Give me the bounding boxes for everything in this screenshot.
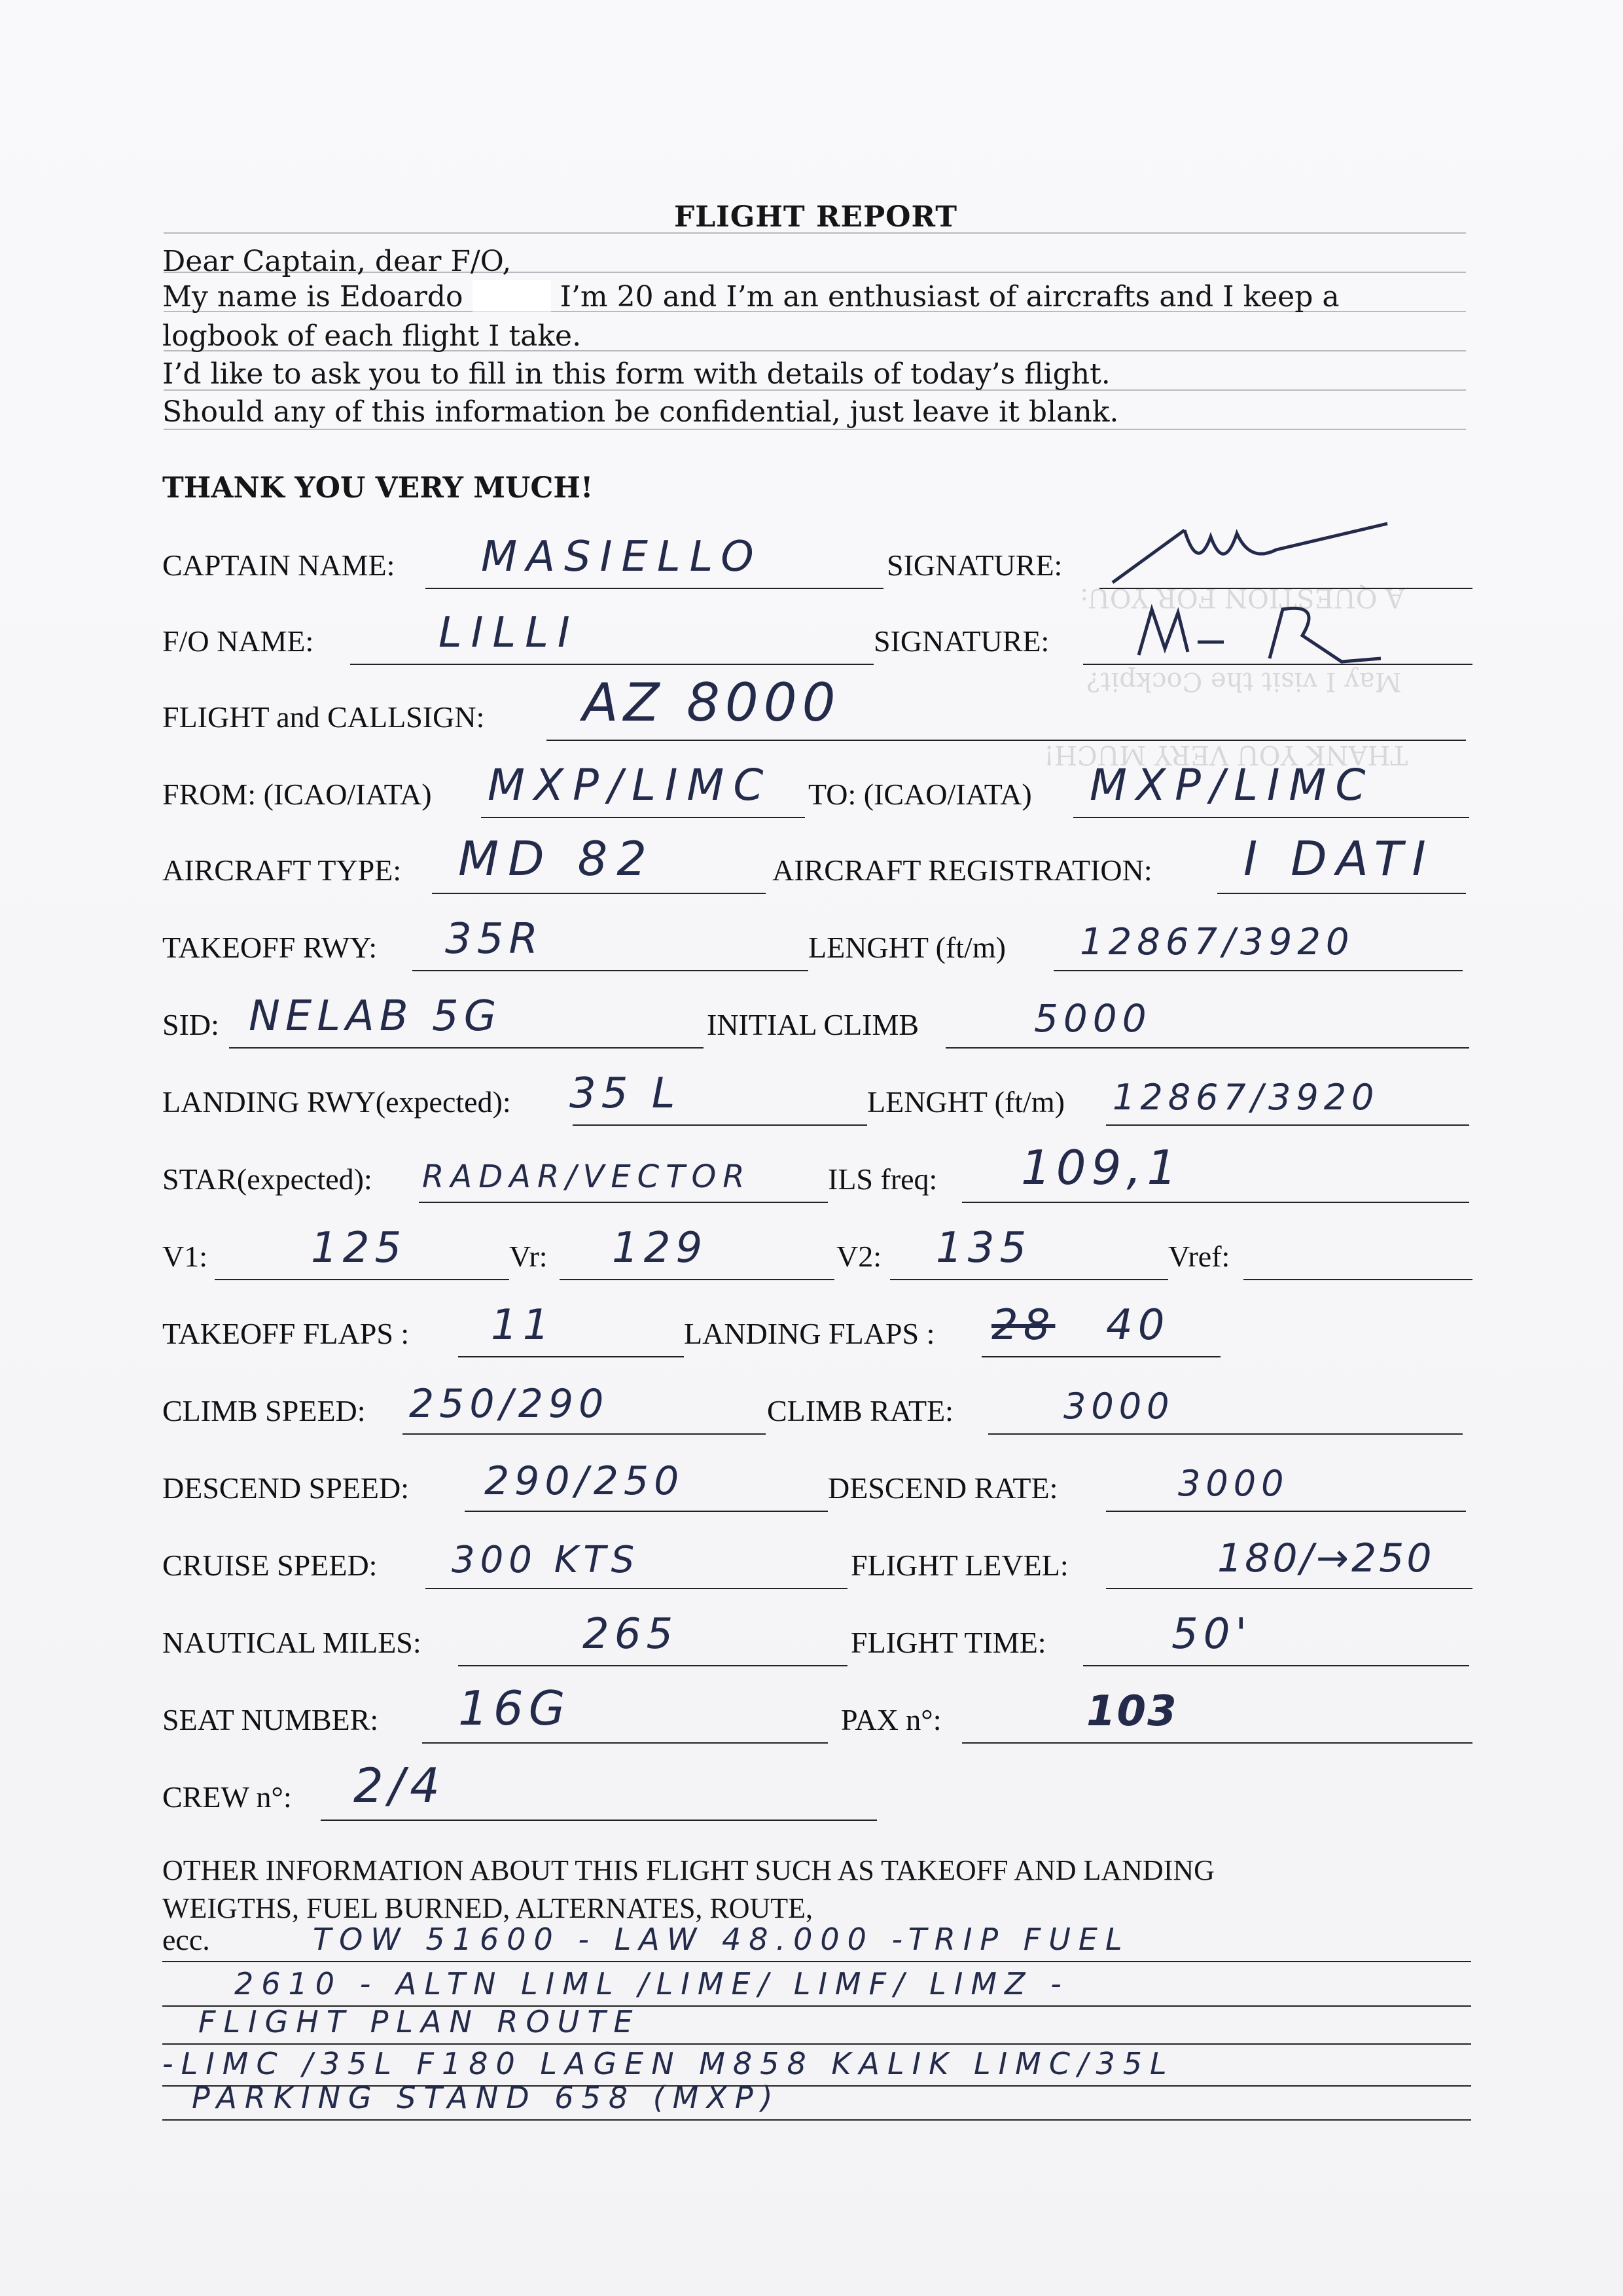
intro-enthusiast: I’m 20 and I’m an enthusiast of aircrafts and I keep a: [560, 280, 1340, 314]
landing-rwy-value[interactable]: 35 L: [569, 1069, 681, 1118]
intro-greeting: Dear Captain, dear F/O,: [162, 245, 512, 278]
v1-value[interactable]: 125: [311, 1224, 407, 1272]
flight-callsign-label: FLIGHT and CALLSIGN:: [162, 700, 485, 734]
flight-time-line: [1083, 1665, 1469, 1666]
vr-value[interactable]: 129: [612, 1224, 708, 1272]
length2-value[interactable]: 12867/3920: [1113, 1077, 1380, 1118]
descend-speed-line: [465, 1511, 828, 1512]
cruise-speed-line: [425, 1588, 847, 1589]
ils-value[interactable]: 109,1: [1021, 1140, 1183, 1195]
other-info-text-4[interactable]: -LIMC /35L F180 LAGEN M858 KALIK LIMC/35L: [162, 2046, 1175, 2081]
takeoff-flaps-label: TAKEOFF FLAPS :: [162, 1317, 410, 1350]
takeoff-rwy-row: [0, 915, 1623, 971]
descend-speed-label: DESCEND SPEED:: [162, 1471, 409, 1505]
aircraft-reg-value[interactable]: I DATI: [1243, 831, 1435, 886]
takeoff-flaps-value[interactable]: 11: [491, 1301, 555, 1350]
intro-name-line: [162, 280, 1340, 314]
crew-value[interactable]: 2/4: [353, 1758, 445, 1813]
initial-climb-value[interactable]: 5000: [1034, 996, 1152, 1041]
vr-line: [560, 1279, 834, 1280]
v1-label: V1:: [162, 1240, 207, 1273]
length1-line: [1054, 970, 1463, 971]
takeoff-rwy-label: TAKEOFF RWY:: [162, 931, 378, 964]
showthrough-text: May I visit the Cockpit?: [1086, 666, 1402, 696]
nautical-miles-line: [458, 1665, 847, 1666]
climb-speed-value[interactable]: 250/290: [409, 1381, 609, 1427]
takeoff-flaps-line: [458, 1356, 684, 1357]
vr-label: Vr:: [509, 1240, 548, 1273]
to-value[interactable]: MXP/LIMC: [1090, 760, 1375, 810]
v2-value[interactable]: 135: [936, 1224, 1032, 1272]
seat-number-line: [422, 1742, 828, 1744]
to-line: [1073, 817, 1469, 818]
descend-speed-value[interactable]: 290/250: [484, 1458, 685, 1504]
descend-rate-line: [1106, 1511, 1466, 1512]
cruise-speed-value[interactable]: 300 KTS: [452, 1539, 640, 1581]
landing-flaps-value[interactable]: 40: [1106, 1301, 1170, 1350]
showthrough-text: A QUESTION FOR YOU:: [1080, 583, 1405, 613]
flight-time-label: FLIGHT TIME:: [851, 1626, 1046, 1659]
aircraft-type-label: AIRCRAFT TYPE:: [162, 853, 402, 887]
thanks-heading: THANK YOU VERY MUCH!: [162, 471, 594, 505]
landing-rwy-row: [0, 1069, 1623, 1126]
crew-line: [321, 1820, 877, 1821]
flaps-row: [0, 1301, 1623, 1357]
vref-line[interactable]: [1243, 1279, 1472, 1280]
vref-label: Vref:: [1168, 1240, 1230, 1273]
page-title: FLIGHT REPORT: [674, 200, 958, 234]
ils-line: [962, 1202, 1469, 1203]
flight-callsign-value[interactable]: AZ 8000: [582, 672, 841, 733]
aircraft-type-line: [432, 893, 766, 894]
ruled-line: [164, 429, 1466, 430]
length2-label: LENGHT (ft/m): [867, 1085, 1065, 1119]
from-value[interactable]: MXP/LIMC: [488, 760, 773, 810]
other-info-ecc-label: ecc.: [162, 1923, 210, 1956]
fo-signature-mark: [1126, 596, 1387, 668]
to-label: TO: (ICAO/IATA): [808, 778, 1032, 811]
star-line: [419, 1202, 828, 1203]
climb-speed-label: CLIMB SPEED:: [162, 1394, 366, 1427]
pax-label: PAX n°:: [841, 1703, 942, 1736]
landing-rwy-label: LANDING RWY(expected):: [162, 1085, 511, 1119]
flight-level-label: FLIGHT LEVEL:: [851, 1549, 1069, 1582]
climb-rate-label: CLIMB RATE:: [767, 1394, 954, 1427]
redacted-surname: [473, 280, 551, 312]
other-info-label-1: OTHER INFORMATION ABOUT THIS FLIGHT SUCH AS TAKEOFF AND LANDING: [162, 1854, 1215, 1886]
sid-line: [229, 1047, 704, 1049]
other-info-line-1: [162, 1916, 1471, 1962]
flight-callsign-line: [546, 740, 1466, 741]
fo-name-line: [350, 664, 874, 665]
other-info-line-5: [162, 2075, 1471, 2121]
landing-flaps-line: [982, 1356, 1221, 1357]
captain-signature-mark: [1106, 511, 1394, 589]
v2-label: V2:: [836, 1240, 882, 1273]
aircraft-reg-line: [1217, 893, 1466, 894]
crew-label: CREW n°:: [162, 1780, 292, 1814]
fo-row: [0, 609, 1623, 665]
climb-rate-line: [988, 1433, 1463, 1435]
intro-logbook: logbook of each flight I take.: [162, 319, 582, 353]
star-value[interactable]: RADAR/VECTOR: [422, 1158, 751, 1195]
initial-climb-label: INITIAL CLIMB: [707, 1008, 919, 1041]
captain-name-line: [425, 588, 883, 589]
descend-row: [0, 1458, 1623, 1512]
seat-number-value[interactable]: 16G: [458, 1681, 571, 1736]
pax-line: [962, 1742, 1472, 1744]
descend-rate-label: DESCEND RATE:: [828, 1471, 1058, 1505]
from-label: FROM: (ICAO/IATA): [162, 778, 432, 811]
star-label: STAR(expected):: [162, 1162, 372, 1196]
seat-number-label: SEAT NUMBER:: [162, 1703, 379, 1736]
climb-speed-line: [402, 1433, 766, 1435]
fo-name-value[interactable]: LILLI: [438, 609, 579, 657]
nautical-miles-label: NAUTICAL MILES:: [162, 1626, 421, 1659]
fo-name-label: F/O NAME:: [162, 624, 314, 658]
takeoff-rwy-value[interactable]: 35R: [445, 915, 543, 963]
vspeeds-row: [0, 1224, 1623, 1280]
fo-signature-label: SIGNATURE:: [874, 624, 1050, 658]
length1-label: LENGHT (ft/m): [808, 931, 1006, 964]
intro-request: I’d like to ask you to fill in this form with details of today’s flight.: [162, 357, 1111, 391]
takeoff-rwy-line: [412, 970, 808, 971]
showthrough-text: THANK YOU VERY MUCH!: [1044, 740, 1408, 770]
captain-row: [0, 533, 1623, 589]
v1-line: [215, 1279, 509, 1280]
initial-climb-line: [946, 1047, 1469, 1049]
captain-signature-label: SIGNATURE:: [887, 548, 1063, 582]
cruise-speed-label: CRUISE SPEED:: [162, 1549, 378, 1582]
ils-label: ILS freq:: [828, 1162, 938, 1196]
from-line: [481, 817, 805, 818]
nautical-miles-value[interactable]: 265: [582, 1610, 679, 1659]
landing-rwy-line: [573, 1124, 867, 1126]
other-info-label-2: WEIGTHS, FUEL BURNED, ALTERNATES, ROUTE,: [162, 1892, 813, 1924]
flight-level-value[interactable]: 180/→250: [1217, 1535, 1435, 1581]
flight-time-value[interactable]: 50': [1171, 1610, 1253, 1659]
intro-name: My name is Edoardo: [162, 280, 463, 314]
flight-level-line: [1106, 1588, 1472, 1589]
other-info-text-3[interactable]: FLIGHT PLAN ROUTE: [198, 2004, 641, 2039]
landing-flaps-struck-value: 28: [991, 1301, 1056, 1350]
aircraft-type-value[interactable]: MD 82: [458, 831, 656, 886]
ruled-line: [164, 232, 1466, 234]
climb-rate-value[interactable]: 3000: [1063, 1386, 1175, 1427]
sid-label: SID:: [162, 1008, 219, 1041]
star-row: [0, 1140, 1623, 1203]
v2-line: [890, 1279, 1168, 1280]
intro-confidential: Should any of this information be confidential, just leave it blank.: [162, 395, 1119, 429]
descend-rate-value[interactable]: 3000: [1178, 1463, 1289, 1504]
distance-row: [0, 1610, 1623, 1666]
route-row: [0, 760, 1623, 818]
other-info-line-3: [162, 1999, 1471, 2045]
other-info-text-1[interactable]: TOW 51600 - LAW 48.000 -TRIP FUEL: [313, 1922, 1130, 1957]
aircraft-row: [0, 831, 1623, 894]
length1-value[interactable]: 12867/3920: [1080, 921, 1355, 963]
landing-flaps-label: LANDING FLAPS :: [684, 1317, 935, 1350]
other-info-text-5[interactable]: PARKING STAND 658 (MXP): [192, 2080, 781, 2115]
pax-value[interactable]: 103: [1086, 1687, 1178, 1736]
length2-line: [1106, 1124, 1469, 1126]
cruise-row: [0, 1535, 1623, 1589]
captain-name-label: CAPTAIN NAME:: [162, 548, 395, 582]
crew-row: [0, 1758, 1623, 1821]
sid-value[interactable]: NELAB 5G: [249, 992, 502, 1041]
climb-row: [0, 1381, 1623, 1435]
seat-row: [0, 1681, 1623, 1744]
sid-row: [0, 992, 1623, 1049]
captain-name-value[interactable]: MASIELLO: [481, 533, 763, 581]
aircraft-reg-label: AIRCRAFT REGISTRATION:: [772, 853, 1152, 887]
other-info-text-2[interactable]: 2610 - ALTN LIML /LIME/ LIMF/ LIMZ -: [234, 1966, 1069, 2001]
